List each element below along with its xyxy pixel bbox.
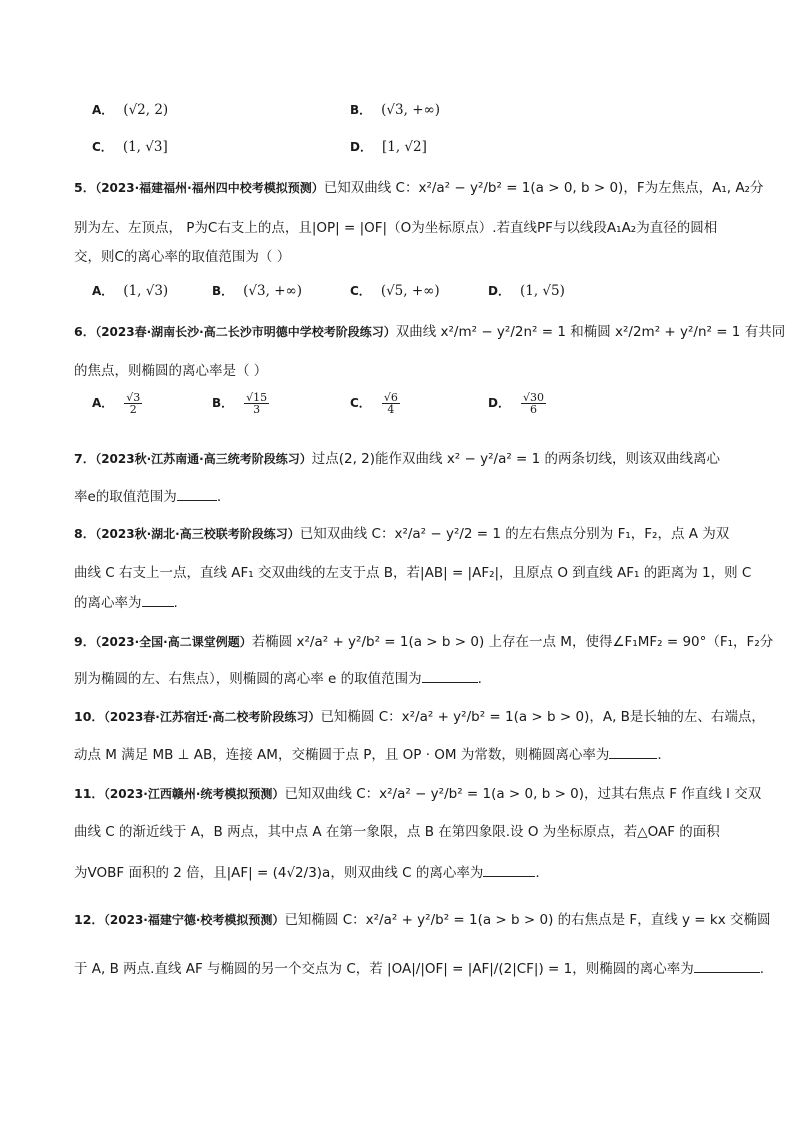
option-value: (√3, +∞) xyxy=(243,283,303,299)
option-label: C． xyxy=(350,284,371,298)
q4-option-d xyxy=(350,136,427,158)
q12-line-1 xyxy=(74,910,771,930)
line-end: . xyxy=(216,489,222,505)
question-text: 交，则C的离心率的取值范围为（ ） xyxy=(74,249,291,265)
q7-line-1 xyxy=(74,449,734,469)
question-text: 双曲线 x²/m² − y²/2n² = 1 和椭圆 x²/2m² + y²/n² = 1 有共同 xyxy=(395,324,786,340)
line-end: . xyxy=(477,671,482,687)
question-text: 已知双曲线 C：x²/a² − y²/b² = 1(a > 0, b > 0)，F为左焦点，A₁, A₂分 xyxy=(323,180,764,196)
question-source: （2023秋·湖北·高三校联考阶段练习） xyxy=(95,527,300,541)
question-number: 10． xyxy=(74,709,104,724)
q5-option-a xyxy=(92,280,168,302)
q10-line-2 xyxy=(74,744,734,765)
fraction-denominator: 3 xyxy=(253,403,261,416)
question-number: 5． xyxy=(74,180,96,195)
option-value: (1, √3) xyxy=(123,283,169,299)
option-fraction xyxy=(521,392,546,415)
question-source: （2023·江西赣州·统考模拟预测） xyxy=(103,787,285,801)
option-fraction xyxy=(124,392,142,415)
line-end: . xyxy=(759,961,765,977)
line-end: . xyxy=(173,595,178,611)
question-text: 已知椭圆 C：x²/a² + y²/b² = 1(a > b > 0)，A, B是长轴的左、右端点， xyxy=(320,709,765,725)
question-number: 7． xyxy=(74,451,96,466)
question-number: 9． xyxy=(74,634,96,649)
option-value: (1, √5) xyxy=(519,283,565,299)
question-number: 8． xyxy=(74,526,96,541)
q6-option-a xyxy=(92,392,143,415)
q9-line-1 xyxy=(74,632,774,652)
q4-option-b xyxy=(350,99,440,121)
q5-option-d xyxy=(488,280,565,302)
q6-line-1 xyxy=(74,322,786,342)
option-fraction xyxy=(382,392,400,415)
q5-line-3 xyxy=(74,247,734,267)
option-label: C． xyxy=(92,140,113,154)
answer-blank[interactable] xyxy=(609,744,657,759)
question-source: （2023春·湖南长沙·高二长沙市明德中学校考阶段练习） xyxy=(95,325,396,339)
option-label: B． xyxy=(350,103,372,117)
question-source: （2023春·江苏宿迁·高二校考阶段练习） xyxy=(103,710,321,724)
question-text: 已知双曲线 C：x²/a² − y²/b² = 1(a > 0, b > 0)，过其右焦点 F 作直线 l 交双 xyxy=(284,786,762,802)
line-end: . xyxy=(657,747,662,763)
question-source: （2023·福建宁德·校考模拟预测） xyxy=(103,913,285,927)
q6-line-2 xyxy=(74,361,734,381)
question-text: 已知椭圆 C：x²/a² + y²/b² = 1(a > b > 0) 的右焦点是 F，直线 y = kx 交椭圆 xyxy=(284,912,771,928)
answer-blank[interactable] xyxy=(483,862,535,877)
question-text: 别为椭圆的左、右焦点），则椭圆的离心率 e 的取值范围为 xyxy=(74,671,422,687)
option-label: D． xyxy=(488,396,510,410)
question-text: 为VOBF 面积的 2 倍，且|AF| = (4√2/3)a，则双曲线 C 的离心率为 xyxy=(74,865,484,881)
q11-line-1 xyxy=(74,784,762,804)
line-end: . xyxy=(535,865,540,881)
option-label: A． xyxy=(92,396,114,410)
q6-option-c xyxy=(350,392,401,415)
q8-line-2 xyxy=(74,563,752,583)
fraction-denominator: 4 xyxy=(387,403,395,416)
question-text: 于 A, B 两点.直线 AF 与椭圆的另一个交点为 C，若 |OA|/|OF| = |AF|/(2|CF|) = 1，则椭圆的离心率为 xyxy=(74,961,694,977)
q5-option-c xyxy=(350,280,440,302)
q8-line-3 xyxy=(74,592,734,613)
question-number: 6． xyxy=(74,324,96,339)
q11-line-2 xyxy=(74,822,734,842)
question-text: 动点 M 满足 MB ⊥ AB，连接 AM，交椭圆于点 P，且 OP · OM 为常数，则椭圆离心率为 xyxy=(74,747,610,763)
question-text: 曲线 C 右支上一点，直线 AF₁ 交双曲线的左支于点 B，若|AB| = |AF₂|，且原点 O 到直线 AF₁ 的距离为 1，则 C xyxy=(74,565,752,581)
question-number: 12． xyxy=(74,912,104,927)
q5-option-b xyxy=(212,280,302,302)
q4-option-c xyxy=(92,136,168,158)
q12-line-2 xyxy=(74,958,765,979)
q5-line-2 xyxy=(74,218,734,238)
q11-line-3 xyxy=(74,862,734,883)
q8-line-1 xyxy=(74,524,734,544)
question-source: （2023·福建福州·福州四中校考模拟预测） xyxy=(95,181,324,195)
option-value: (1, √3] xyxy=(122,139,168,155)
answer-blank[interactable] xyxy=(422,668,478,683)
question-number: 11． xyxy=(74,786,104,801)
option-value: (√5, +∞) xyxy=(380,283,440,299)
question-text: 率e的取值范围为 xyxy=(74,489,177,505)
option-value: [1, √2] xyxy=(381,139,427,155)
question-text: 若椭圆 x²/a² + y²/b² = 1(a > b > 0) 上存在一点 M，使得∠F₁MF₂ = 90°（F₁，F₂分 xyxy=(251,634,774,650)
question-text: 的离心率为 xyxy=(74,595,142,611)
question-source: （2023·全国·高二课堂例题） xyxy=(95,635,252,649)
option-label: A． xyxy=(92,103,114,117)
option-fraction xyxy=(244,392,269,415)
answer-blank[interactable] xyxy=(142,592,174,607)
fraction-numerator: √30 xyxy=(522,391,544,404)
fraction-denominator: 6 xyxy=(529,403,537,416)
option-value: (√2, 2) xyxy=(123,102,169,118)
q6-option-b xyxy=(212,392,270,415)
q4-option-a xyxy=(92,99,168,121)
option-label: B． xyxy=(212,396,234,410)
q7-line-2 xyxy=(74,486,734,507)
answer-blank[interactable] xyxy=(177,486,217,501)
option-label: B． xyxy=(212,284,234,298)
option-label: D． xyxy=(488,284,510,298)
question-text: 过点(2, 2)能作双曲线 x² − y²/a² = 1 的两条切线，则该双曲线离心 xyxy=(311,451,721,467)
q10-line-1 xyxy=(74,707,765,727)
option-value: (√3, +∞) xyxy=(381,102,441,118)
option-label: C． xyxy=(350,396,371,410)
question-text: 曲线 C 的渐近线于 A，B 两点，其中点 A 在第一象限，点 B 在第四象限.设 O 为坐标原点，若△OAF 的面积 xyxy=(74,824,720,840)
q9-line-2 xyxy=(74,668,734,689)
question-text: 的焦点，则椭圆的离心率是（ ） xyxy=(74,363,268,379)
question-text: 别为左、左顶点， P为C右支上的点，且|OP| = |OF|（O为坐标原点）.若直线PF与以线段A₁A₂为直径的圆相 xyxy=(74,220,718,236)
answer-blank[interactable] xyxy=(694,958,760,973)
q5-line-1 xyxy=(74,178,764,198)
fraction-numerator: √15 xyxy=(246,391,268,404)
option-label: A． xyxy=(92,284,114,298)
question-source: （2023秋·江苏南通·高三统考阶段练习） xyxy=(95,452,312,466)
option-label: D． xyxy=(350,140,372,154)
question-text: 已知双曲线 C：x²/a² − y²/2 = 1 的左右焦点分别为 F₁，F₂，点 A 为双 xyxy=(299,526,730,542)
fraction-numerator: √6 xyxy=(383,391,398,404)
fraction-denominator: 2 xyxy=(129,403,137,416)
fraction-numerator: √3 xyxy=(126,391,141,404)
q6-option-d xyxy=(488,392,547,415)
